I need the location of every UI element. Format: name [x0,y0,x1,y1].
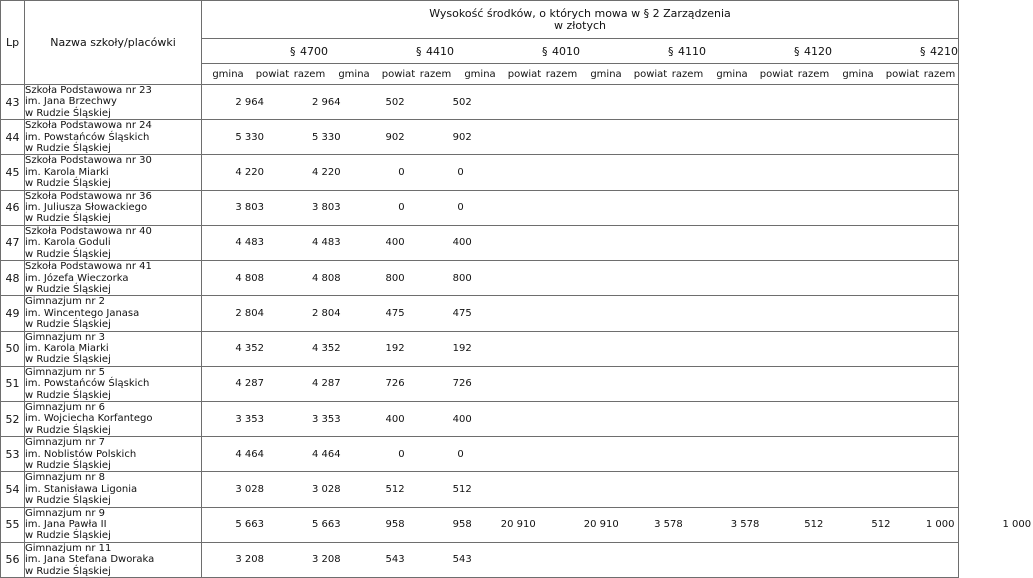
code-header-4010 [454,45,580,58]
sub-label-gmina: gmina [590,68,622,80]
school-name [25,155,202,190]
row-number: 56 [1,542,25,577]
school-name [25,331,202,366]
school-name [25,542,202,577]
funding-values [202,542,959,577]
value-group-4700 [202,484,343,495]
sub-labels-4700 [202,69,328,80]
value-group-4700 [202,237,343,248]
value-group-4120 [761,519,892,530]
value-group-4120 [712,449,835,460]
value-group-4700 [202,202,343,213]
sub-label-powiat: powiat [381,68,416,80]
school-name-line2: im. Wincentego Janasa [25,307,140,319]
header-funding-line1: Wysokość środków, o których mowa w § 2 Zarządzenia [429,6,731,20]
sub-label-razem: razem [293,68,326,80]
school-name-line3: w Rudzie Śląskiej [25,565,111,577]
value-group-4700 [202,519,343,530]
funding-values [202,366,959,401]
sub-label-powiat: powiat [255,68,290,80]
table-row [1,85,959,120]
school-name-line3: w Rudzie Śląskiej [25,107,111,119]
value-razem: 1 000 [1002,519,1032,531]
value-gmina: 4 287 [235,378,264,390]
value-gmina: 0 [398,448,405,460]
code-header-4210 [832,45,958,58]
value-group-4210 [892,519,1033,530]
funding-values [202,472,959,507]
row-number: 44 [1,120,25,155]
value-group-4110 [595,273,716,284]
value-group-4700 [202,414,343,425]
value-group-4110 [595,97,716,108]
sub-label-razem: razem [419,68,452,80]
value-razem: 400 [452,413,472,425]
header-lp: Lp [1,1,25,85]
value-group-4410 [343,167,466,178]
value-group-4110 [589,202,712,213]
value-group-4210 [837,343,958,354]
value-gmina: 400 [385,237,405,249]
funding-values [202,507,1032,542]
school-name-line3: w Rudzie Śląskiej [25,178,111,190]
school-name-line1: Szkoła Podstawowa nr 41 [25,261,152,273]
value-group-4700 [202,167,343,178]
school-name [25,437,202,472]
sub-label-gmina: gmina [716,68,748,80]
section-symbol: § [668,44,674,58]
value-group-4010 [474,414,595,425]
sub-label-gmina: gmina [212,68,244,80]
school-name-line3: w Rudzie Śląskiej [25,460,111,471]
code-header-4700 [202,45,328,58]
value-razem: 3 208 [312,554,341,566]
sub-labels-4110 [580,69,706,80]
table-row [1,296,959,331]
sub-label-powiat: powiat [633,68,668,80]
value-group-4210 [837,97,958,108]
header-funding-line2: w złotych [554,18,606,32]
value-group-4010 [474,237,595,248]
value-group-4010 [474,97,595,108]
value-group-4700 [202,343,343,354]
value-group-4110 [595,132,716,143]
table-row [1,155,959,190]
value-group-4010 [474,132,595,143]
value-razem: 0 [457,448,464,460]
value-group-4120 [716,273,837,284]
value-group-4110 [595,554,716,565]
table-row [1,507,959,542]
value-razem: 400 [452,237,472,249]
school-name-line2: im. Juliusza Słowackiego [25,202,148,214]
school-name-line2: im. Karola Miarki [25,342,109,354]
row-number: 49 [1,296,25,331]
school-name-line1: Gimnazjum nr 8 [25,472,106,484]
school-name-line2: im. Noblistów Polskich [25,448,137,460]
section-symbol: § [920,44,926,58]
row-number: 46 [1,190,25,225]
budget-codes-row [202,39,959,64]
value-group-4410 [343,202,466,213]
value-gmina: 902 [385,131,405,143]
value-group-4120 [712,167,835,178]
school-name-line2: im. Karola Goduli [25,237,111,249]
value-group-4120 [716,97,837,108]
school-name [25,85,202,120]
value-group-4210 [837,132,958,143]
value-group-4700 [202,132,343,143]
value-razem: 512 [871,519,891,531]
row-number: 50 [1,331,25,366]
sub-label-gmina: gmina [842,68,874,80]
table-row [1,472,959,507]
funding-values [202,261,959,296]
section-symbol: § [794,44,800,58]
value-razem: 4 220 [312,167,341,179]
value-gmina: 958 [385,519,405,531]
sub-label-razem: razem [545,68,578,80]
sub-label-razem: razem [923,68,956,80]
code-label: 4410 [426,44,454,58]
school-name-line1: Gimnazjum nr 6 [25,401,106,413]
value-gmina: 1 000 [925,519,955,531]
value-gmina: 2 804 [235,307,264,319]
table-row [1,331,959,366]
value-razem: 902 [452,131,472,143]
value-gmina: 800 [385,272,405,284]
value-gmina: 5 330 [235,131,264,143]
value-razem: 512 [452,484,472,496]
value-gmina: 512 [804,519,824,531]
value-gmina: 192 [385,343,405,355]
row-number: 47 [1,225,25,260]
school-name-line3: w Rudzie Śląskiej [25,283,111,295]
value-gmina: 726 [385,378,405,390]
sub-label-powiat: powiat [507,68,542,80]
value-razem: 4 352 [312,343,341,355]
value-group-4410 [343,237,474,248]
value-razem: 958 [452,519,472,531]
value-group-4110 [589,449,712,460]
funding-values [202,120,959,155]
value-group-4120 [716,237,837,248]
header-funding-title [202,1,959,39]
value-group-4210 [835,449,958,460]
school-name-line3: w Rudzie Śląskiej [25,354,111,366]
school-name-line2: im. Józefa Wieczorka [25,272,129,284]
value-group-4410 [343,308,474,319]
value-razem: 4 808 [312,272,341,284]
value-group-4120 [716,343,837,354]
value-group-4700 [202,97,343,108]
school-name [25,296,202,331]
value-razem: 4 483 [312,237,341,249]
code-label: 4120 [804,44,832,58]
value-group-4700 [202,449,343,460]
value-razem: 800 [452,272,472,284]
value-group-4700 [202,308,343,319]
code-label: 4210 [930,44,958,58]
value-razem: 2 804 [312,307,341,319]
value-group-4210 [837,308,958,319]
value-group-4010 [474,378,595,389]
sub-label-gmina: gmina [338,68,370,80]
sub-label-razem: razem [671,68,704,80]
school-name-line2: im. Stanisława Ligonia [25,483,138,495]
value-gmina: 400 [385,413,405,425]
value-group-4110 [595,414,716,425]
value-group-4010 [474,308,595,319]
value-gmina: 3 353 [235,413,264,425]
code-label: 4700 [300,44,328,58]
code-header-4410 [328,45,454,58]
school-name-line1: Gimnazjum nr 11 [25,542,112,554]
value-gmina: 4 220 [235,167,264,179]
value-group-4700 [202,378,343,389]
school-name-line1: Gimnazjum nr 3 [25,331,106,343]
value-razem: 5 663 [312,519,341,531]
funding-values [202,296,959,331]
table-row [1,437,959,472]
value-gmina: 0 [398,167,405,179]
value-group-4120 [716,554,837,565]
value-group-4120 [716,378,837,389]
value-razem: 726 [452,378,472,390]
school-name-line3: w Rudzie Śląskiej [25,319,111,331]
value-group-4210 [837,273,958,284]
code-header-4120 [706,45,832,58]
school-name-line1: Gimnazjum nr 2 [25,296,106,308]
value-razem: 502 [452,96,472,108]
value-gmina: 3 208 [235,554,264,566]
school-name-line2: im. Wojciecha Korfantego [25,413,153,425]
row-number: 48 [1,261,25,296]
value-group-4210 [837,554,958,565]
funding-values [202,225,959,260]
row-number: 54 [1,472,25,507]
value-group-4010 [474,554,595,565]
value-razem: 475 [452,307,472,319]
school-name-line3: w Rudzie Śląskiej [25,530,111,542]
value-group-4010 [474,273,595,284]
value-razem: 3 578 [730,519,760,531]
value-gmina: 4 352 [235,343,264,355]
school-name-line1: Gimnazjum nr 5 [25,366,106,378]
school-name-line1: Gimnazjum nr 9 [25,507,106,519]
school-name [25,225,202,260]
value-group-4120 [716,484,837,495]
school-name-line1: Szkoła Podstawowa nr 40 [25,225,152,237]
school-name [25,472,202,507]
value-group-4110 [589,167,712,178]
sub-labels-4210 [832,69,958,80]
value-group-4210 [837,484,958,495]
value-group-4110 [621,519,762,530]
value-group-4110 [595,343,716,354]
value-group-4120 [712,202,835,213]
code-label: 4110 [678,44,706,58]
school-name-line2: im. Jana Stefana Dworaka [25,554,155,566]
school-name-line3: w Rudzie Śląskiej [25,248,111,260]
value-group-4210 [837,237,958,248]
value-group-4010 [474,343,595,354]
sub-label-powiat: powiat [759,68,794,80]
value-razem: 0 [457,202,464,214]
table-row [1,120,959,155]
value-razem: 3 028 [312,484,341,496]
row-number: 51 [1,366,25,401]
school-name-line1: Szkoła Podstawowa nr 24 [25,120,152,132]
school-name [25,190,202,225]
school-name-line3: w Rudzie Śląskiej [25,424,111,436]
value-group-4410 [343,273,474,284]
value-group-4010 [474,519,621,530]
header-school-name: Nazwa szkoły/placówki [25,1,202,85]
value-group-4110 [595,308,716,319]
value-group-4110 [595,378,716,389]
school-name-line1: Szkoła Podstawowa nr 36 [25,190,152,202]
value-group-4110 [595,484,716,495]
row-number: 53 [1,437,25,472]
value-group-4210 [837,414,958,425]
value-razem: 5 330 [312,131,341,143]
value-gmina: 4 808 [235,272,264,284]
value-gmina: 512 [385,484,405,496]
value-group-4410 [343,449,466,460]
value-group-4210 [835,167,958,178]
school-name [25,120,202,155]
value-group-4410 [343,554,474,565]
value-razem: 192 [452,343,472,355]
funding-values [202,331,959,366]
value-group-4120 [716,414,837,425]
value-group-4410 [343,414,474,425]
value-gmina: 20 910 [500,519,536,531]
school-name-line3: w Rudzie Śląskiej [25,495,111,507]
value-razem: 3 353 [312,413,341,425]
value-razem: 4 464 [312,448,341,460]
sub-labels-grid [202,69,958,80]
school-name-line3: w Rudzie Śląskiej [25,389,111,401]
row-number: 55 [1,507,25,542]
value-group-4410 [343,378,474,389]
value-gmina: 0 [398,202,405,214]
value-gmina: 3 028 [235,484,264,496]
sub-labels-row [202,64,959,85]
value-razem: 0 [457,167,464,179]
value-gmina: 502 [385,96,405,108]
value-group-4010 [466,167,589,178]
school-name-line3: w Rudzie Śląskiej [25,213,111,225]
table-row [1,190,959,225]
value-group-4010 [466,449,589,460]
sub-label-gmina: gmina [464,68,496,80]
value-gmina: 5 663 [235,519,264,531]
funding-values [202,437,959,472]
value-group-4210 [837,378,958,389]
value-group-4210 [835,202,958,213]
school-name-line1: Szkoła Podstawowa nr 23 [25,85,152,96]
row-number: 43 [1,85,25,120]
school-name-line2: im. Jana Brzechwy [25,96,117,108]
table-row [1,366,959,401]
funding-values [202,155,959,190]
value-razem: 2 964 [312,96,341,108]
value-razem: 543 [452,554,472,566]
value-group-4120 [716,132,837,143]
school-name-line1: Szkoła Podstawowa nr 30 [25,155,152,167]
school-name-line2: im. Jana Pawła II [25,519,107,531]
school-name-line2: im. Karola Miarki [25,166,109,178]
section-symbol: § [290,44,296,58]
school-name [25,401,202,436]
table-row [1,401,959,436]
value-gmina: 3 803 [235,202,264,214]
value-razem: 20 910 [583,519,619,531]
sub-label-razem: razem [797,68,830,80]
value-group-4110 [595,237,716,248]
value-gmina: 2 964 [235,96,264,108]
value-group-4700 [202,554,343,565]
section-symbol: § [416,44,422,58]
code-label: 4010 [552,44,580,58]
funding-values [202,401,959,436]
value-gmina: 543 [385,554,405,566]
value-gmina: 4 464 [235,448,264,460]
value-group-4700 [202,273,343,284]
sub-labels-4410 [328,69,454,80]
school-name [25,366,202,401]
value-group-4120 [716,308,837,319]
value-group-4410 [343,97,474,108]
school-name [25,507,202,542]
row-number: 52 [1,401,25,436]
funding-values [202,85,959,120]
value-razem: 3 803 [312,202,341,214]
school-name-line1: Gimnazjum nr 7 [25,437,106,449]
school-name-line3: w Rudzie Śląskiej [25,143,111,155]
sub-labels-4120 [706,69,832,80]
value-gmina: 3 578 [654,519,683,531]
value-gmina: 4 483 [235,237,264,249]
value-group-4410 [343,519,474,530]
table-body [1,85,1032,578]
code-header-4110 [580,45,706,58]
school-name-line2: im. Powstańców Śląskich [25,131,150,143]
value-group-4010 [474,484,595,495]
value-gmina: 475 [385,307,405,319]
table-row [1,225,959,260]
funding-values [202,190,959,225]
table-row [1,261,959,296]
value-group-4410 [343,343,474,354]
value-group-4010 [466,202,589,213]
value-razem: 4 287 [312,378,341,390]
section-symbol: § [542,44,548,58]
sub-label-powiat: powiat [885,68,920,80]
school-name-line2: im. Powstańców Śląskich [25,378,150,390]
value-group-4410 [343,132,474,143]
sub-labels-4010 [454,69,580,80]
row-number: 45 [1,155,25,190]
table-row [1,542,959,577]
value-group-4410 [343,484,474,495]
school-name [25,261,202,296]
